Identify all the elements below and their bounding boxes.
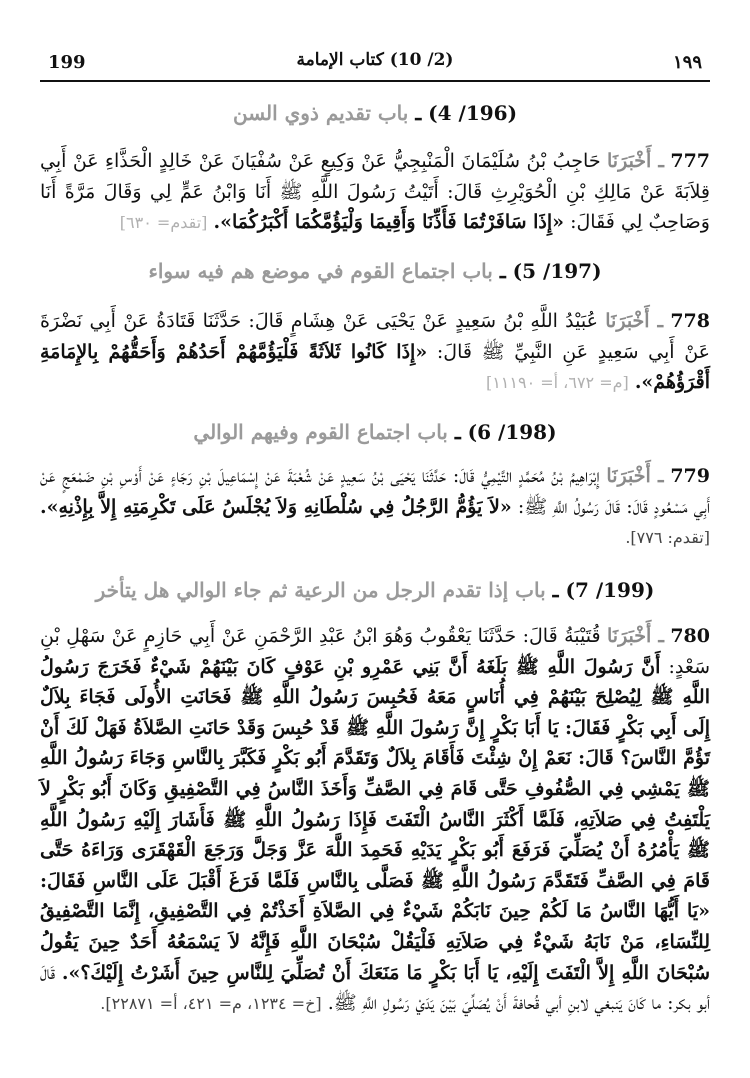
matn: «لاَ يَؤُمُّ الرَّجُلُ فِي سُلْطَانِهِ وَلاَ يُجْلَسُ عَلَى تَكْرِمَتِهِ إِلاَّ بِإِذْنِهِ». — [40, 495, 512, 518]
matn: «إِذَا سَافَرْتُمَا فَأَذِّنَا وَأَقِيمَا وَلْيَؤُمَّكُمَا أَكْبَرُكُمَا». — [213, 211, 565, 234]
section-heading — [40, 259, 710, 283]
hadith-paragraph — [40, 146, 710, 239]
section-number: (198/ 6) ـ — [454, 420, 557, 444]
section-number: (197/ 5) ـ — [499, 259, 602, 283]
hadith-paragraph — [40, 306, 710, 399]
section-title: باب إذا تقدم الرجل من الرعية ثم جاء الوالي هل يتأخر — [95, 578, 546, 602]
section-number: (199/ 7) ـ — [552, 578, 655, 602]
hadith-number: 778 — [670, 310, 710, 332]
header-rule — [40, 80, 710, 82]
running-title: (2/ 10) كتاب الإمامة — [296, 50, 454, 70]
hadith-paragraph — [40, 461, 710, 554]
section-heading — [40, 420, 710, 444]
akhbarana: ـ أَخْبَرَنَا — [607, 150, 664, 172]
section-title: باب اجتماع القوم في موضع هم فيه سواء — [148, 259, 493, 283]
hadith-reference: [خ= ١٢٣٤، م= ٤٢١، أ= ٢٢٨٧١]. — [100, 994, 322, 1014]
isnad: قُتَيْبَةُ قَالَ: حَدَّثَنَا يَعْقُوبُ وَهُوَ ابْنُ عَبْدِ الرَّحْمَنِ عَنْ أَبِي حَازِمٍ عَنْ سَهْلِ بْنِ سَعْدٍ: — [40, 625, 710, 678]
isnad: حَاجِبُ بْنُ سُلَيْمَانَ الْمَنْبِجِيُّ عَنْ وَكِيعٍ عَنْ سُفْيَانَ عَنْ خَالِدٍ الْحَذَّاءِ عَنْ أَبِي قِلاَبَةَ عَنْ مَالِكِ بْنِ الْحُوَيْرِثِ قَالَ: أَتَيْتُ رَسُولَ اللَّهِ ﷺ أَنَا وَابْنُ عَمٍّ لِي وَقَالَ مَرَّةً أَنَا وَصَاحِبٌ لِي فَقَالَ: — [40, 150, 710, 234]
section-title: باب تقديم ذوي السن — [232, 101, 409, 125]
hadith-number: 779 — [670, 465, 710, 487]
matn: «إِذَا كَانُوا ثَلاَثَةً فَلْيَؤُمَّهُمْ أَحَدُهُمْ وَأَحَقُّهُمْ بِالإِمَامَةِ أَقْرَؤُهُمْ». — [40, 340, 710, 394]
hadith-body: أَنَّ رَسُولَ اللَّهِ ﷺ بَلَغَهُ أَنَّ بَنِي عَمْرِو بْنِ عَوْفٍ كَانَ بَيْنَهُمْ شَيْءٌ فَخَرَجَ رَسُولُ اللَّهِ ﷺ لِيُصْلِحَ بَيْنَهُمْ فِي أُنَاسٍ مَعَهُ فَحُبِسَ رَسُولُ اللَّهِ ﷺ فَحَانَتِ الأُولَى فَجَاءَ بِلاَلٌ إِلَى أَبِي بَكْرٍ فَقَالَ: يَا أَبَا بَكْرٍ إِنَّ رَسُولَ اللَّهِ ﷺ قَدْ حُبِسَ وَقَدْ حَانَتِ الصَّلاَةُ فَهَلْ لَكَ أَنْ تَؤُمَّ النَّاسَ؟ قَالَ: نَعَمْ إِنْ شِئْتَ فَأَقَامَ بِلاَلٌ وَتَقَدَّمَ أَبُو بَكْرٍ فَكَبَّرَ بِالنَّاسِ وَجَاءَ رَسُولُ اللَّهِ ﷺ يَمْشِي فِي الصُّفُوفِ حَتَّى قَامَ فِي الصَّفِّ وَأَخَذَ النَّاسُ فِي التَّصْفِيقِ وَكَانَ أَبُو بَكْرٍ لاَ يَلْتَفِتُ فِي صَلاَتِهِ، فَلَمَّا أَكْثَرَ النَّاسُ الْتَفَتَ فَإِذَا رَسُولُ اللَّهِ ﷺ فَأَشَارَ إِلَيْهِ رَسُولُ اللَّهِ ﷺ يَأْمُرُهُ أَنْ يُصَلِّيَ فَرَفَعَ أَبُو بَكْرٍ يَدَيْهِ فَحَمِدَ اللَّهَ عَزَّ وَجَلَّ وَرَجَعَ الْقَهْقَرَى وَرَاءَهُ حَتَّى قَامَ فِي الصَّفِّ فَتَقَدَّمَ رَسُولُ اللَّهِ ﷺ فَصَلَّى بِالنَّاسِ فَلَمَّا فَرَغَ أَقْبَلَ عَلَى النَّاسِ فَقَالَ: — [40, 655, 710, 892]
isnad: عُبَيْدُ اللَّهِ بْنُ سَعِيدٍ عَنْ يَحْيَى عَنْ هِشَامٍ قَالَ: حَدَّثَنَا قَتَادَةُ عَنْ أَبِي نَضْرَةَ عَنْ أَبِي سَعِيدٍ عَنِ النَّبِيِّ ﷺ قَالَ: — [40, 310, 710, 363]
hadith-after-text: قَالَ أبو بكر: ما كَانَ يَنبغي لابنِ أبي قُحافةَ أَنْ يُصَلِّيَ بَيْنَ يَدَيْ رَسُولِ اللَّهِ ﷺ. — [40, 961, 710, 1015]
akhbarana: ـ أَخْبَرَنَا — [606, 465, 664, 487]
hadith-paragraph — [40, 621, 710, 1020]
akhbarana: ـ أَخْبَرَنَا — [605, 310, 664, 332]
matn: «يَا أَيُّهَا النَّاسُ مَا لَكُمْ حِينَ نَابَكُمْ شَيْءٌ فِي الصَّلاَةِ أَخَذْتُمْ فِي التَّصْفِيقِ، إِنَّمَا التَّصْفِيقُ لِلنِّسَاءِ، مَنْ نَابَهُ شَيْءٌ فِي صَلاَتِهِ فَلْيَقُلْ سُبْحَانَ اللَّهِ فَإِنَّهُ لاَ يَسْمَعُهُ أَحَدٌ حِينَ يَقُولُ سُبْحَانَ اللَّهِ إِلاَّ الْتَفَتَ إِلَيْهِ، يَا أَبَا بَكْرٍ مَا مَنَعَكَ أَنْ تُصَلِّيَ لِلنَّاسِ حِينَ أَشَرْتُ إِلَيْكَ؟». — [40, 900, 710, 984]
hadith-reference: [تقدم: ٧٧٦]. — [625, 528, 710, 548]
page-number-latin: 199 — [48, 52, 86, 73]
hadith-number: 780 — [670, 625, 710, 647]
hadith-reference: [تقدم= ٦٣٠] — [119, 213, 208, 233]
hadith-number: 777 — [670, 150, 711, 172]
hadith-reference: [م= ٦٧٢، أ= ١١١٩٠] — [485, 373, 629, 393]
page-number-arabic: ١٩٩ — [672, 52, 702, 73]
akhbarana: ـ أَخْبَرَنَا — [607, 625, 664, 647]
section-number: (196/ 4) ـ — [415, 101, 518, 125]
page-header — [40, 48, 710, 78]
section-heading — [40, 578, 710, 602]
section-title: باب اجتماع القوم وفيهم الوالي — [193, 420, 448, 444]
isnad: إِبْرَاهِيمُ بْنُ مُحَمَّدٍ التَّيْمِيُّ قَالَ: حَدَّثَنَا يَحْيَى بْنُ سَعِيدٍ عَنْ شُعْبَةَ عَنْ إِسْمَاعِيلَ بْنِ رَجَاءٍ عَنْ أَوْسِ بْنِ ضَمْعَجٍ عَنْ أَبِي مَسْعُودٍ قَالَ: قَالَ رَسُولُ اللَّهِ ﷺ: — [40, 465, 710, 518]
section-heading — [40, 101, 710, 125]
